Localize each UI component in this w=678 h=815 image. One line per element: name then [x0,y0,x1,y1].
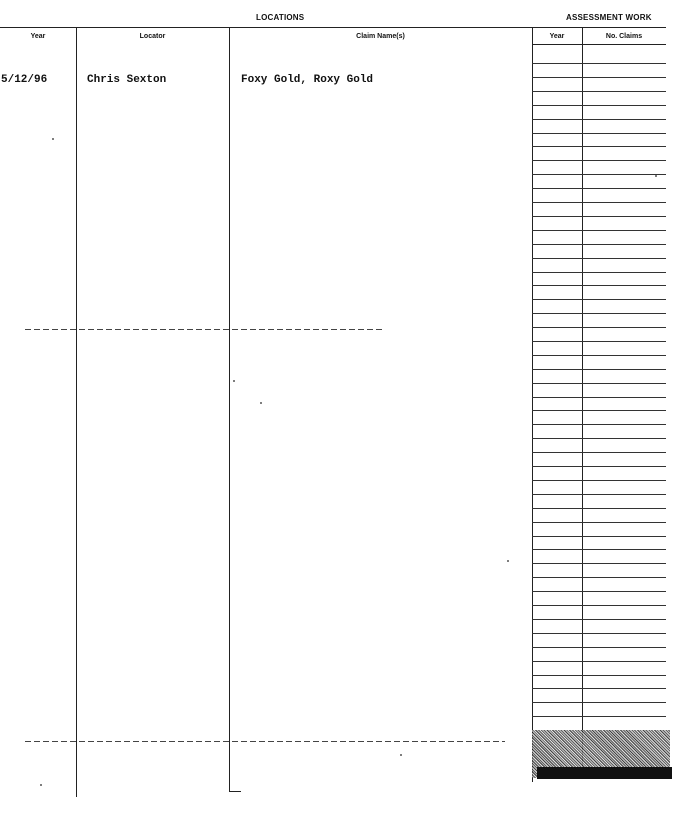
entry-year: 5/12/96 [1,74,48,86]
entry-claim-names: Foxy Gold, Roxy Gold [241,74,374,86]
assessment-row-line [532,452,666,453]
assessment-row-line [532,466,666,467]
assessment-row-line [532,272,666,273]
assessment-row-line [532,424,666,425]
assessment-row-line [532,661,666,662]
divider-claims-assessment [532,27,533,782]
entry-locator: Chris Sexton [87,74,167,86]
assessment-row-line [532,188,666,189]
header-top-rule [0,27,666,28]
scan-dash-line [25,329,385,330]
assessment-row-line [532,216,666,217]
assessment-row-line [532,438,666,439]
assessment-row-line [532,480,666,481]
assessment-row-line [532,133,666,134]
scan-speck [260,402,262,404]
scan-speck [655,175,657,177]
assessment-row-line [532,633,666,634]
assessment-subheader-rule [532,44,666,45]
column-header-assessment-year: Year [549,33,565,40]
assessment-row-line [532,536,666,537]
assessment-row-line [532,688,666,689]
assessment-work-title: ASSESSMENT WORK [566,13,652,22]
column-header-year: Year [30,33,46,40]
scan-speck [233,380,235,382]
divider-locator-claims [229,27,230,792]
assessment-row-line [532,410,666,411]
assessment-row-line [532,355,666,356]
assessment-row-line [532,619,666,620]
assessment-row-line [532,285,666,286]
assessment-row-line [532,383,666,384]
assessment-row-line [532,244,666,245]
assessment-row-line [532,341,666,342]
divider-year-locator [76,27,77,797]
assessment-row-line [532,91,666,92]
assessment-row-line [532,146,666,147]
assessment-row-line [532,605,666,606]
assessment-row-line [532,369,666,370]
assessment-row-line [532,508,666,509]
assessment-row-line [532,591,666,592]
assessment-row-line [532,494,666,495]
scan-speck [52,138,54,140]
column-header-no-claims: No. Claims [605,33,643,40]
assessment-row-line [532,716,666,717]
assessment-row-line [532,313,666,314]
column-header-claim-names: Claim Name(s) [356,33,405,40]
assessment-row-line [532,119,666,120]
scan-black-bar [537,767,672,779]
assessment-row-line [532,327,666,328]
scan-speck [507,560,509,562]
assessment-row-line [532,563,666,564]
assessment-row-line [532,77,666,78]
assessment-row-line [532,160,666,161]
assessment-row-line [532,258,666,259]
assessment-row-line [532,522,666,523]
bottom-hook-mark [229,791,241,792]
assessment-row-line [532,549,666,550]
assessment-row-line [532,647,666,648]
scan-speck [40,784,42,786]
scan-speck [400,754,402,756]
column-header-locator: Locator [139,33,166,40]
assessment-row-line [532,230,666,231]
assessment-row-line [532,397,666,398]
assessment-row-line [532,299,666,300]
assessment-row-line [532,63,666,64]
scan-dash-line [25,741,505,742]
assessment-row-line [532,577,666,578]
assessment-row-line [532,675,666,676]
assessment-row-line [532,105,666,106]
assessment-row-line [532,202,666,203]
assessment-row-line [532,174,666,175]
assessment-row-line [532,702,666,703]
locations-title: LOCATIONS [256,13,305,22]
